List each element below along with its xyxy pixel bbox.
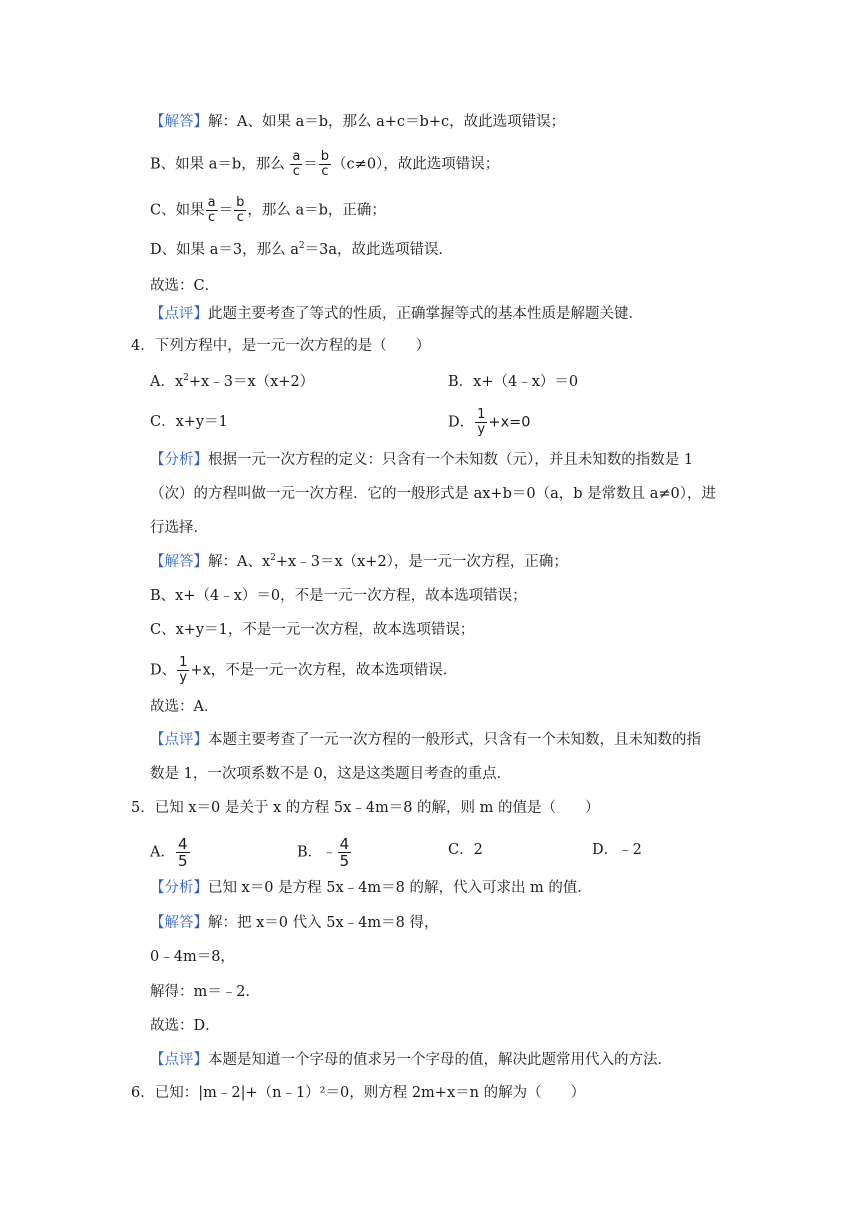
- fraction-a-over-c: [290, 150, 302, 179]
- fraction-4-over-5: [338, 836, 352, 869]
- analysis-tag: 【分析】: [150, 880, 208, 896]
- text: +x=0: [488, 414, 531, 431]
- text: D、: [150, 662, 177, 679]
- fraction-a-over-c: [206, 196, 218, 225]
- answer-tag: 【解答】: [150, 915, 208, 931]
- numerator: 4: [339, 835, 350, 853]
- q4-option-c: C．x+y＝1: [150, 414, 228, 430]
- comment-line-2: 数是 1，一次项系数不是 0，这是这类题目考查的重点．: [150, 766, 512, 782]
- analysis-text: 根据一元一次方程的定义：只含有一个未知数（元），并且未知数的指数是 1: [208, 452, 694, 468]
- numerator: a: [207, 195, 216, 210]
- q5-option-c: C．2: [448, 842, 483, 858]
- text: B．﹣: [297, 844, 337, 861]
- numerator: 1: [477, 407, 486, 422]
- denominator: y: [477, 422, 486, 437]
- text: A．x: [150, 374, 184, 390]
- solution-line-3: 解得：m＝﹣2．: [150, 984, 260, 1000]
- superscript: 2: [298, 241, 305, 251]
- choice-line: 故选：D．: [150, 1018, 220, 1034]
- q4-option-d: [448, 408, 531, 437]
- solution-line-a: [150, 552, 568, 572]
- question-6: 6．已知：|m﹣2|+（n﹣1）²＝0，则方程 2m+x＝n 的解为（ ）: [131, 1085, 586, 1101]
- solution-line-c: C、x+y＝1，不是一元一次方程，故本选项错误；: [150, 622, 475, 638]
- text: D．: [448, 414, 475, 431]
- comment-tag: 【点评】: [150, 1052, 208, 1068]
- answer-line-3c: C、如果 $\frac{a}{c}$ ＝ $\frac{b}{c}$ ，那么 a＝b，正确；: [150, 195, 386, 225]
- question-5: 5．已知 x＝0 是关于 x 的方程 5x﹣4m＝8 的解，则 m 的值是（ ）: [131, 800, 600, 816]
- answer-tag: 【解答】: [150, 114, 208, 130]
- fraction-1-over-y: [177, 656, 189, 685]
- comment-line-1: [150, 730, 701, 750]
- numerator: 4: [177, 835, 188, 853]
- text: +x﹣3＝x（x+2），是一元一次方程，正确；: [275, 554, 568, 570]
- solution-line-1: [150, 913, 438, 933]
- text: （c≠0），故此选项错误；: [332, 156, 500, 173]
- q4-option-b: B．x+（4﹣x）＝0: [448, 374, 579, 390]
- text: C、如果: [150, 202, 205, 219]
- analysis-line: [150, 878, 592, 898]
- numerator: b: [236, 195, 245, 210]
- denominator: 5: [177, 852, 188, 870]
- q5-option-a: [150, 836, 191, 869]
- comment-text: 本题主要考查了一元一次方程的一般形式，只含有一个未知数，且未知数的指: [208, 732, 701, 748]
- comment-tag: 【点评】: [150, 306, 208, 322]
- fraction-4-over-5: [176, 836, 190, 869]
- analysis-line-1: [150, 450, 693, 470]
- text: D、如果 a＝3，那么 a: [150, 242, 299, 258]
- text: ＝3a，故此选项错误．: [304, 242, 453, 258]
- comment-line: [150, 1050, 672, 1070]
- text: 解：A、x: [208, 554, 271, 570]
- denominator: c: [208, 210, 216, 225]
- fraction-b-over-c: [319, 150, 331, 179]
- text: ，那么 a＝b，正确；: [247, 202, 386, 219]
- answer-line-3d: [150, 240, 453, 260]
- solution-line-b: B、x+（4﹣x）＝0，不是一元一次方程，故本选项错误；: [150, 588, 527, 604]
- text: B、如果 a＝b，那么: [150, 156, 285, 173]
- comment-text: 此题主要考查了等式的性质，正确掌握等式的基本性质是解题关键．: [208, 306, 643, 322]
- superscript: 2: [270, 553, 276, 563]
- choice-line: 故选：C．: [150, 278, 220, 294]
- denominator: 5: [339, 852, 350, 870]
- denominator: c: [292, 164, 300, 179]
- comment-tag: 【点评】: [150, 732, 208, 748]
- numerator: 1: [179, 655, 188, 670]
- comment-text: 本题是知道一个字母的值求另一个字母的值，解决此题常用代入的方法．: [208, 1052, 672, 1068]
- denominator: c: [236, 210, 244, 225]
- fraction-1-over-y: [475, 408, 487, 437]
- analysis-tag: 【分析】: [150, 452, 208, 468]
- analysis-line-3: 行选择．: [150, 520, 208, 536]
- denominator: c: [321, 164, 329, 179]
- question-4: 4．下列方程中，是一元一次方程的是（ ）: [131, 338, 431, 354]
- q5-option-b: [297, 836, 352, 869]
- text: +x，不是一元一次方程，故本选项错误．: [190, 662, 458, 679]
- numerator: b: [320, 149, 330, 164]
- solution-line-d: [150, 656, 457, 685]
- text: +x﹣3＝x（x+2）: [188, 374, 315, 390]
- q5-option-d: D．﹣2: [592, 842, 642, 858]
- answer-text: 解：把 x＝0 代入 5x﹣4m＝8 得，: [208, 915, 439, 931]
- analysis-text: 已知 x＝0 是方程 5x﹣4m＝8 的解，代入可求出 m 的值．: [208, 880, 592, 896]
- numerator: a: [292, 149, 301, 164]
- answer-line-3a: [150, 112, 565, 132]
- q4-option-a: [150, 372, 314, 392]
- analysis-line-2: （次）的方程叫做一元一次方程．它的一般形式是 ax+b＝0（a，b 是常数且 a≠0），进: [150, 486, 716, 502]
- superscript: 2: [183, 373, 189, 383]
- solution-line-2: 0﹣4m＝8，: [150, 949, 235, 965]
- comment-line: [150, 304, 643, 324]
- denominator: y: [179, 670, 188, 685]
- fraction-b-over-c: [234, 196, 246, 225]
- answer-tag: 【解答】: [150, 554, 208, 570]
- text: A．: [150, 844, 175, 861]
- answer-line-3b: B、如果 a＝b，那么 $\frac{a}{c}$ ＝ $\frac{b}{c}$ （c≠0），故此选项错误；: [150, 149, 500, 179]
- choice-line: 故选：A．: [150, 699, 219, 715]
- answer-text: 解：A、如果 a＝b，那么 a+c＝b+c，故此选项错误；: [208, 114, 566, 130]
